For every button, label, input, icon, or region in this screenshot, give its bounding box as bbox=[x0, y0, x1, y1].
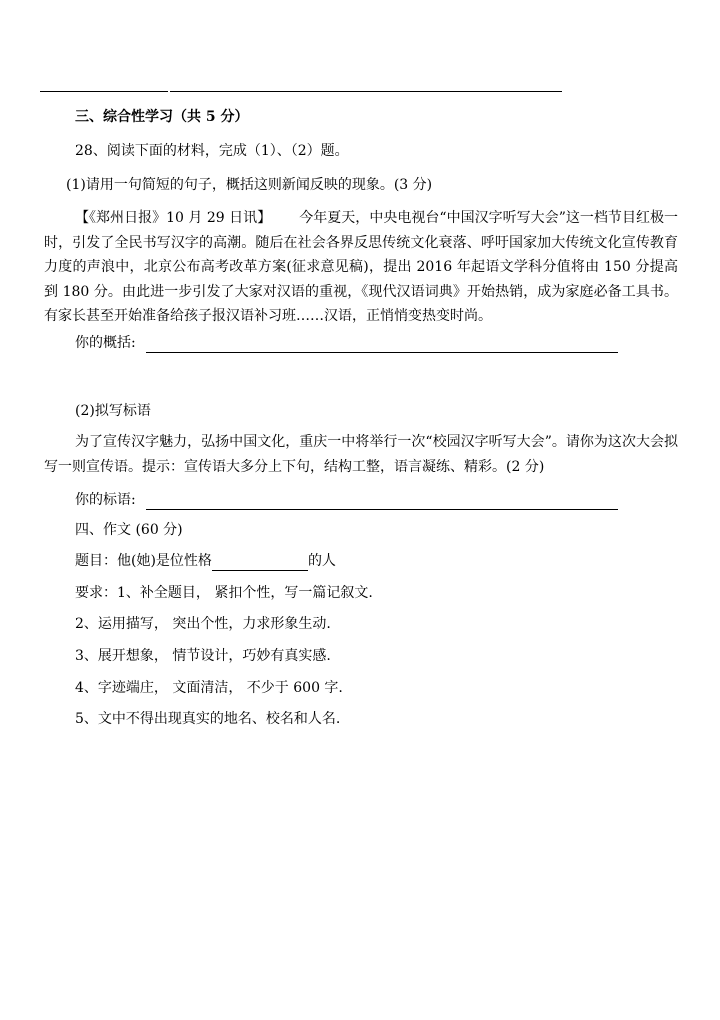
requirement-5: 5、文中不得出现真实的地名、校名和人名. bbox=[75, 711, 341, 727]
news-body: 今年夏天，中央电视台“中国汉字听写大会”这一档节目红极一时，引发了全民书写汉字的高潮。随后在社会各界反思传统文化衰落、呼吁国家加大传统文化宣传教育力度的声浪中，北京公布高考改革方案(征求意见稿)，提出 2016 年起语文学科分值将由 150 分提高到 180 分。由此进一步引发了大家对汉语的重视，《现代汉语词典》开始热销，成为家庭必备工具书。有家长甚至开始准备给孩子报汉语补习班……汉语，正悄悄变热变时尚。 bbox=[44, 210, 678, 324]
requirement-4: 4、字迹端庄， 文面清洁， 不少于 600 字. bbox=[75, 680, 343, 696]
slogan-label: 你的标语: bbox=[75, 492, 136, 508]
requirement-3: 3、展开想象， 情节设计，巧妙有真实感. bbox=[75, 648, 331, 664]
top-answer-rule-short bbox=[40, 91, 168, 92]
section-4-heading: 四、作文 (60 分) bbox=[75, 522, 183, 538]
slogan-answer-line[interactable] bbox=[146, 495, 618, 510]
essay-title-row bbox=[75, 551, 336, 571]
requirement-1: 要求：1、补全题目， 紧扣个性，写一篇记叙文. bbox=[75, 585, 373, 601]
top-answer-rule-long bbox=[170, 91, 562, 92]
question-2-title: (2)拟写标语 bbox=[75, 403, 151, 419]
question-28-intro: 28、阅读下面的材料，完成（1）、（2）题。 bbox=[75, 143, 349, 159]
news-source: 【《郑州日报》10 月 29 日讯】 bbox=[75, 210, 272, 226]
essay-title-blank[interactable] bbox=[212, 556, 308, 571]
requirement-2: 2、运用描写， 突出个性，力求形象生动. bbox=[75, 616, 331, 632]
section-3-heading: 三、综合性学习（共 5 分） bbox=[75, 109, 249, 125]
summary-row bbox=[75, 333, 618, 353]
summary-label: 你的概括: bbox=[75, 335, 136, 351]
summary-answer-line[interactable] bbox=[146, 338, 618, 353]
question-2-body bbox=[44, 430, 678, 479]
question-2-text: 为了宣传汉字魅力，弘扬中国文化，重庆一中将举行一次“校园汉字听写大会”。请你为这次大会拟写一则宣传语。提示：宣传语大多分上下句，结构工整，语言凝练、精彩。(2 分) bbox=[44, 434, 678, 475]
question-1-prompt: (1)请用一句简短的句子，概括这则新闻反映的现象。(3 分) bbox=[66, 177, 433, 193]
essay-title-suffix: 的人 bbox=[307, 553, 336, 569]
news-paragraph bbox=[44, 206, 678, 329]
slogan-row bbox=[75, 490, 618, 510]
essay-title-prefix: 题目：他(她)是位性格 bbox=[75, 553, 212, 569]
